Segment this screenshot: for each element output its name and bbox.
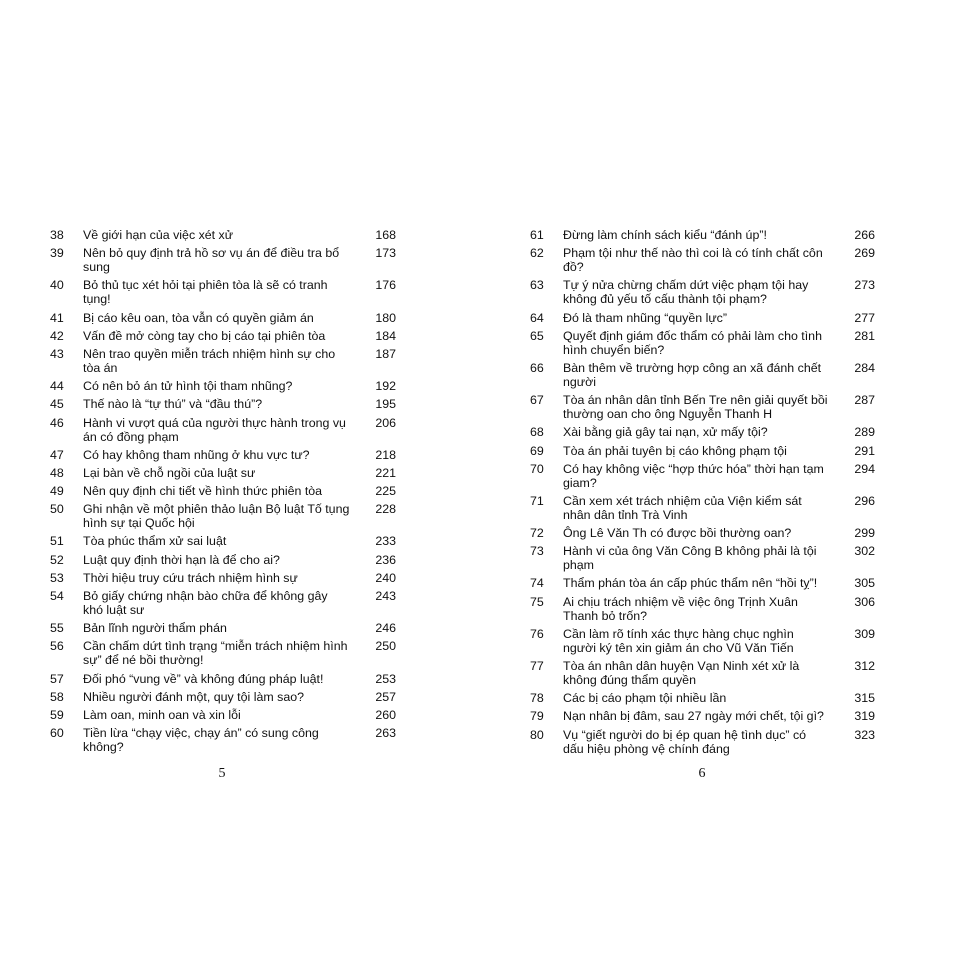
entry-title: Bản lĩnh người thẩm phán <box>83 621 227 636</box>
entry-number: 65 <box>530 328 544 343</box>
entry-number: 53 <box>50 570 64 585</box>
entry-title: Ông Lê Văn Th có được bồi thường oan? <box>563 526 792 541</box>
entry-page: 225 <box>375 484 396 499</box>
entry-page: 187 <box>375 346 396 361</box>
toc-entry <box>530 494 875 522</box>
toc-entry <box>50 311 396 325</box>
toc-page-left <box>50 228 396 758</box>
entry-number: 69 <box>530 443 544 458</box>
entry-title: Bị cáo kêu oan, tòa vẫn có quyền giảm án <box>83 310 314 325</box>
entry-number: 63 <box>530 278 544 293</box>
entry-page: 192 <box>375 379 396 394</box>
entry-page: 273 <box>854 278 875 293</box>
entry-title: Phạm tội như thế nào thì coi là có tính chất côn đồ? <box>563 246 823 275</box>
entry-title: Tự ý nửa chừng chấm dứt việc phạm tội hay không đủ yếu tố cấu thành tội phạm? <box>563 278 809 307</box>
toc-entry <box>50 502 396 530</box>
toc-entry <box>50 484 396 498</box>
entry-page: 299 <box>854 526 875 541</box>
entry-title: Tòa án nhân dân tỉnh Bến Tre nên giải quyết bồi thường oan cho ông Nguyễn Thanh H <box>563 393 828 422</box>
toc-entry <box>50 347 396 375</box>
toc-entry <box>50 228 396 242</box>
page-number: 6 <box>698 766 706 781</box>
toc-entry <box>530 246 875 274</box>
entry-page: 294 <box>854 461 875 476</box>
entry-number: 46 <box>50 415 64 430</box>
toc-entry <box>50 553 396 567</box>
entry-number: 42 <box>50 328 64 343</box>
entry-number: 78 <box>530 691 544 706</box>
entry-title: Xài bằng giả gây tai nạn, xử mấy tội? <box>563 425 768 440</box>
toc-entry <box>530 444 875 458</box>
toc-list <box>530 228 875 756</box>
entry-title: Hành vi vượt quá của người thực hành trong vụ án có đồng phạm <box>83 415 346 444</box>
toc-entry <box>530 691 875 705</box>
entry-title: Nên trao quyền miễn trách nhiệm hình sự cho tòa án <box>83 346 336 375</box>
entry-page: 176 <box>375 278 396 293</box>
entry-number: 60 <box>50 726 64 741</box>
entry-title: Nhiều người đánh một, quy tội làm sao? <box>83 689 304 704</box>
toc-entry <box>530 228 875 242</box>
entry-number: 61 <box>530 228 544 242</box>
entry-page: 306 <box>854 594 875 609</box>
toc-entry <box>530 311 875 325</box>
entry-number: 76 <box>530 626 544 641</box>
entry-title: Cần chấm dứt tình trạng “miễn trách nhiệm hình sự” để né bồi thường! <box>83 639 348 668</box>
entry-number: 38 <box>50 228 64 242</box>
entry-number: 70 <box>530 461 544 476</box>
entry-page: 260 <box>375 707 396 722</box>
entry-number: 77 <box>530 659 544 673</box>
entry-page: 263 <box>375 726 396 741</box>
entry-number: 44 <box>50 379 64 394</box>
entry-number: 62 <box>530 246 544 261</box>
toc-entry <box>50 672 396 686</box>
entry-page: 284 <box>854 360 875 375</box>
entry-page: 195 <box>375 397 396 412</box>
entry-number: 67 <box>530 393 544 408</box>
toc-entry <box>530 425 875 439</box>
entry-number: 71 <box>530 493 544 508</box>
entry-title: Bỏ thủ tục xét hỏi tại phiên tòa là sẽ có tranh tụng! <box>83 278 328 307</box>
entry-title: Nên bỏ quy định trả hồ sơ vụ án để điều tra bổ sung <box>83 246 340 275</box>
entry-page: 289 <box>854 425 875 440</box>
toc-entry <box>530 576 875 590</box>
toc-entry <box>530 329 875 357</box>
toc-entry <box>530 709 875 723</box>
entry-title: Các bị cáo phạm tội nhiều lần <box>563 691 727 706</box>
entry-page: 305 <box>854 576 875 591</box>
entry-page: 173 <box>375 246 396 261</box>
toc-entry <box>50 708 396 722</box>
toc-entry <box>50 448 396 462</box>
toc-entry <box>530 595 875 623</box>
toc-entry <box>530 526 875 540</box>
toc-entry <box>50 589 396 617</box>
toc-entry <box>50 690 396 704</box>
entry-number: 47 <box>50 447 64 462</box>
entry-page: 233 <box>375 534 396 549</box>
entry-title: Bỏ giấy chứng nhận bào chữa để không gây khó luật sư <box>83 589 328 617</box>
entry-title: Bàn thêm về trường hợp công an xã đánh chết người <box>563 360 822 389</box>
entry-page: 228 <box>375 502 396 517</box>
entry-title: Lại bàn về chỗ ngồi của luật sư <box>83 465 256 480</box>
toc-entry <box>50 466 396 480</box>
toc-entry <box>530 361 875 389</box>
entry-title: Nên quy định chi tiết về hình thức phiên tòa <box>83 484 323 499</box>
entry-number: 74 <box>530 576 544 591</box>
entry-page: 291 <box>854 443 875 458</box>
toc-entry <box>530 462 875 490</box>
entry-page: 243 <box>375 589 396 603</box>
entry-title: Làm oan, minh oan và xin lỗi <box>83 707 241 722</box>
entry-title: Thời hiệu truy cứu trách nhiệm hình sự <box>83 570 298 585</box>
entry-page: 206 <box>375 415 396 430</box>
entry-page: 180 <box>375 310 396 325</box>
entry-number: 50 <box>50 502 64 517</box>
entry-number: 55 <box>50 621 64 636</box>
toc-entry <box>50 278 396 306</box>
entry-number: 73 <box>530 544 544 559</box>
entry-page: 257 <box>375 689 396 704</box>
entry-page: 281 <box>854 328 875 343</box>
toc-entry <box>50 379 396 393</box>
entry-title: Đừng làm chính sách kiểu “đánh úp”! <box>563 228 767 242</box>
entry-page: 266 <box>854 228 875 242</box>
entry-title: Có nên bỏ án tử hình tội tham nhũng? <box>83 379 293 394</box>
entry-page: 296 <box>854 493 875 508</box>
toc-page-right <box>530 228 875 760</box>
entry-page: 168 <box>375 228 396 242</box>
entry-number: 52 <box>50 552 64 567</box>
toc-entry <box>50 534 396 548</box>
entry-title: Đối phó “vung về” và không đúng pháp luật! <box>83 671 324 686</box>
entry-number: 43 <box>50 346 64 361</box>
entry-title: Tòa án nhân dân huyện Vạn Ninh xét xử là không đúng thẩm quyền <box>563 659 800 687</box>
entry-title: Hành vi của ông Văn Công B không phải là tội phạm <box>563 544 817 573</box>
entry-number: 49 <box>50 484 64 499</box>
page-number: 5 <box>218 766 226 781</box>
entry-page: 323 <box>854 727 875 742</box>
entry-title: Vấn đề mở còng tay cho bị cáo tại phiên tòa <box>83 328 326 343</box>
toc-entry <box>530 659 875 687</box>
toc-entry <box>50 246 396 274</box>
entry-number: 54 <box>50 589 64 603</box>
entry-number: 79 <box>530 709 544 724</box>
toc-entry <box>50 329 396 343</box>
entry-title: Có hay không việc “hợp thức hóa” thời hạn tạm giam? <box>563 461 824 490</box>
entry-title: Tòa phúc thẩm xử sai luật <box>83 534 227 549</box>
entry-title: Vụ “giết người do bị ép quan hệ tình dục” có dấu hiệu phòng vệ chính đáng <box>563 727 807 756</box>
entry-page: 221 <box>375 465 396 480</box>
entry-number: 72 <box>530 526 544 541</box>
toc-entry <box>50 416 396 444</box>
toc-entry <box>50 621 396 635</box>
toc-entry <box>50 726 396 754</box>
entry-page: 246 <box>375 621 396 636</box>
toc-entry <box>530 278 875 306</box>
entry-title: Cần làm rõ tính xác thực hàng chục nghìn người ký tên xin giảm án cho Vũ Văn Tiến <box>563 626 794 655</box>
entry-title: Ai chịu trách nhiệm về việc ông Trịnh Xuân Thanh bỏ trốn? <box>563 594 798 623</box>
entry-title: Quyết định giám đốc thẩm có phải làm cho tình hình chuyển biến? <box>563 328 822 357</box>
entry-number: 51 <box>50 534 64 549</box>
toc-entry <box>530 627 875 655</box>
toc-entry <box>530 393 875 421</box>
entry-page: 302 <box>854 544 875 559</box>
entry-number: 45 <box>50 397 64 412</box>
toc-entry <box>50 639 396 667</box>
entry-title: Về giới hạn của việc xét xử <box>83 228 234 242</box>
entry-page: 309 <box>854 626 875 641</box>
entry-number: 58 <box>50 689 64 704</box>
entry-page: 240 <box>375 570 396 585</box>
entry-page: 315 <box>854 691 875 706</box>
toc-entry <box>50 397 396 411</box>
entry-number: 68 <box>530 425 544 440</box>
entry-title: Ghi nhận về một phiên thảo luận Bộ luật Tố tụng hình sự tại Quốc hội <box>83 502 350 531</box>
entry-page: 319 <box>854 709 875 724</box>
toc-list <box>50 228 396 754</box>
entry-number: 48 <box>50 465 64 480</box>
entry-title: Nạn nhân bị đâm, sau 27 ngày mới chết, tội gì? <box>563 709 824 724</box>
entry-page: 250 <box>375 639 396 654</box>
entry-title: Thế nào là “tự thú” và “đầu thú”? <box>83 397 263 412</box>
entry-page: 312 <box>854 659 875 673</box>
entry-page: 253 <box>375 671 396 686</box>
entry-page: 277 <box>854 310 875 325</box>
entry-number: 64 <box>530 310 544 325</box>
entry-title: Luật quy định thời hạn là để cho ai? <box>83 552 280 567</box>
entry-number: 66 <box>530 360 544 375</box>
entry-number: 75 <box>530 594 544 609</box>
entry-title: Đó là tham nhũng “quyền lực” <box>563 310 727 325</box>
toc-entry <box>50 571 396 585</box>
toc-entry <box>530 544 875 572</box>
entry-number: 40 <box>50 278 64 293</box>
entry-title: Cần xem xét trách nhiệm của Viện kiểm sát nhân dân tỉnh Trà Vinh <box>563 493 802 522</box>
entry-page: 269 <box>854 246 875 261</box>
entry-page: 184 <box>375 328 396 343</box>
entry-title: Tòa án phải tuyên bị cáo không phạm tội <box>563 443 787 458</box>
entry-number: 57 <box>50 671 64 686</box>
entry-title: Có hay không tham nhũng ở khu vực tư? <box>83 447 310 462</box>
entry-page: 218 <box>375 447 396 462</box>
toc-entry <box>530 728 875 756</box>
entry-number: 56 <box>50 639 64 654</box>
entry-number: 39 <box>50 246 64 261</box>
entry-page: 236 <box>375 552 396 567</box>
entry-number: 59 <box>50 707 64 722</box>
entry-title: Thẩm phán tòa án cấp phúc thẩm nên “hồi tỵ”! <box>563 576 818 591</box>
entry-page: 287 <box>854 393 875 408</box>
entry-title: Tiền lừa “chạy việc, chạy án” có sung công không? <box>83 726 319 755</box>
entry-number: 80 <box>530 727 544 742</box>
entry-number: 41 <box>50 310 64 325</box>
